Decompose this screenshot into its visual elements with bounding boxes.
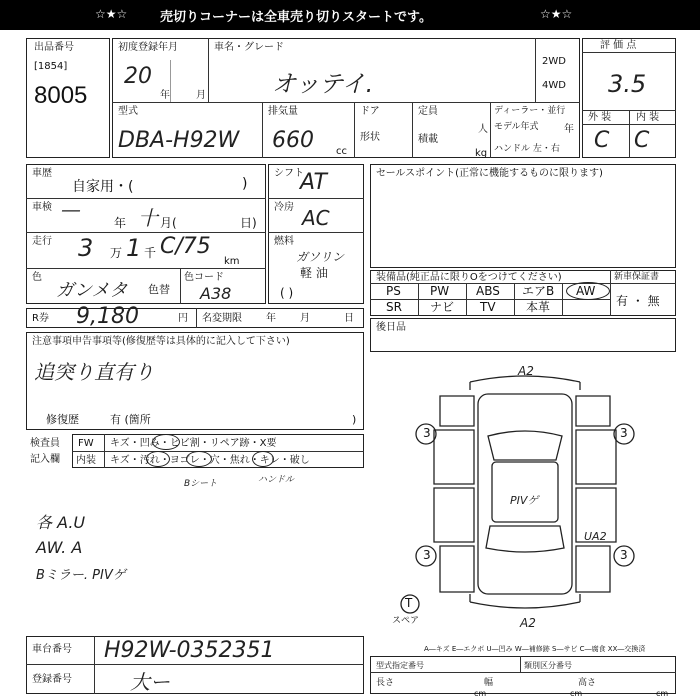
mileage-label: 走行 [32,236,52,247]
size-height-cm: cm [656,689,669,698]
banner [0,0,700,30]
warranty-value: 有 ・ 無 [616,294,660,308]
km-unit: km [224,256,240,267]
notes-value: 追突り直有り [34,360,154,384]
model-label: 型式 [118,106,138,117]
dealer-label: ディーラー・並行 [494,106,566,116]
diagram-mark-a2-front: A2 [518,364,534,378]
mileage-sen: 1 [126,234,142,262]
remark-2: AW. A [36,538,83,557]
name-label: 車名・グレード [214,42,284,53]
repair-label: 修復歴 [46,413,79,426]
aftermarket-label: 後日品 [376,322,406,333]
name-change-day: 日 [344,313,354,324]
exterior-label: 外 装 [588,112,612,123]
recycle-label: R券 [32,313,49,324]
fuel-paren: ( ) [280,286,294,300]
banner-stars-left: ☆★☆ [95,7,128,21]
circle-mark [146,451,170,467]
legend2-label: 型式指定番号 [376,661,424,670]
seat-note: Bシート [184,479,218,489]
interior-label: 内 装 [636,112,660,123]
equip-leather: 本革 [526,300,551,314]
interior-grade: C [634,128,650,153]
equip-ps: PS [386,284,401,298]
equip-navi: ナビ [430,300,455,314]
displacement-label: 排気量 [268,106,298,117]
chassis-label: 車台番号 [32,644,72,655]
inspection-day-suffix: 日) [240,216,257,230]
capacity-label: 定員 [418,106,438,117]
spare-mark: T [405,596,413,610]
circle-mark [152,434,180,450]
mileage-sen-unit: 千 [144,246,157,260]
repair-close: ) [352,413,357,426]
size-height: 高さ [578,678,597,688]
color-value: ガンメタ [56,280,128,301]
diagram-mark-a2-rear: A2 [520,616,536,630]
entry-label: 記入欄 [30,454,60,465]
equip-sr: SR [386,300,402,314]
equipment-label: 装備品(純正品に限りOをつけてください) [376,272,562,283]
diagram-mark-3-rr: 3 [620,548,628,562]
equip-abs: ABS [476,284,500,298]
reg-value: 大ー [130,670,170,694]
legend: A―キズ E―エクボ U―凹み W―補修跡 S―サビ C―腐食 XX―交換済 [424,645,646,653]
load-label: 積載 [418,134,438,145]
size-width-cm: cm [570,689,583,698]
circle-mark [186,451,212,467]
month-suffix: 月 [196,90,206,101]
year-suffix: 年 [160,90,170,101]
history-close: ) [242,176,248,192]
repair-value: 有 (箇所 [110,413,151,426]
inspection-month: 十 [138,206,158,230]
color-code-label: 色コード [184,272,224,283]
banner-text: 売切りコーナーは全車売り切りスタートです。 [160,10,432,25]
mileage-man: 3 [78,234,94,262]
displacement-value: 660 [272,128,314,153]
mileage-man-unit: 万 [110,246,123,260]
name-change-month: 月 [300,313,310,324]
history-label: 車歴 [32,168,52,179]
model-year-unit: 年 [564,124,574,135]
first-reg-year: 20 [124,64,152,89]
lot-number: 8005 [34,82,88,109]
twowd-label: 2WD [542,56,566,67]
model-year-label: モデル年式 [494,122,539,132]
sales-point-label: セールスポイント(正常に機能するものに限ります) [376,168,603,179]
equip-aw: AW [576,284,596,298]
size-length-cm: cm [474,689,487,698]
door-label: ドア [360,106,380,117]
equip-airbag: エアB [522,284,555,298]
shift-label: シフト [274,168,304,179]
shape-label: 形状 [360,132,380,143]
fuel-label: 燃料 [274,236,294,247]
recycle-unit: 円 [178,313,188,324]
checker-label: 検査員 [30,438,60,449]
shift-value: AT [300,170,327,195]
name-change-year: 年 [266,313,276,324]
color-code-value: A38 [200,284,232,303]
lot-label: 出品番号 [34,42,74,53]
size-length: 長さ [376,678,395,688]
model-value: DBA-H92W [118,128,240,153]
legend2-b: 類別区分番号 [524,661,572,670]
mileage-rest: C/75 [160,234,211,259]
lot-sub: [1854] [34,61,68,72]
grade-label: 評 価 点 [600,40,637,51]
diagram-mark-pivot: PIVゲ [510,494,539,507]
inspection-label: 車検 [32,202,52,213]
fw-label: FW [78,438,94,449]
color-change-label: 色替 [148,283,170,296]
first-reg-label: 初度登録年月 [118,42,178,53]
exterior-grade: C [594,128,610,153]
inspection-value: ― [62,200,80,221]
inspection-month-suffix: 月( [160,216,177,230]
capacity-unit: 人 [478,124,488,135]
diagram-mark-3-fr: 3 [620,426,628,440]
reg-label: 登録番号 [32,674,72,685]
equip-pw: PW [430,284,450,298]
remark-1: 各 A.U [36,513,86,532]
chassis-value: H92W-0352351 [104,638,275,663]
size-width: 幅 [484,678,494,688]
diagram-mark-3-rl: 3 [423,548,431,562]
circle-mark [566,282,610,300]
color-label: 色 [32,272,42,283]
load-unit: kg [475,148,488,159]
inspection-year-suffix: 年 [114,216,127,230]
aftermarket-box [370,318,676,352]
grade-value: 3.5 [608,70,647,98]
handle-label: ハンドル 左・右 [494,144,560,154]
fourwd-label: 4WD [542,80,566,91]
handle-note: ハンドル [258,475,295,485]
interior-check-label: 内装 [76,455,96,466]
interior-items: キズ・汚れ・ヨゴレ・穴・焦れ・キレ・破し [110,455,310,466]
equip-tv: TV [480,300,496,314]
sales-point-box [370,164,676,268]
diagram-mark-3-fl: 3 [423,426,431,440]
recycle-value: 9,180 [76,304,139,329]
remark-3: Bミラー. PIVゲ [36,568,126,583]
fuel-light: 軽 油 [300,266,328,280]
ac-label: 冷房 [274,202,294,213]
diagram-mark-ua2: UA2 [584,530,607,543]
fuel-value: ガソリン [296,250,345,264]
spare-label: スペア [392,616,420,626]
fw-items: キズ・凹み・ヒビ割・リペア跡・X要 [110,438,277,449]
ac-value: AC [302,206,330,230]
car-name: オッテイ. [272,70,374,98]
history-value: 自家用・( [72,179,134,195]
new-car-label: 新車保証書 [614,272,660,282]
cc-unit: cc [336,146,347,157]
name-change-label: 名変期限 [202,313,242,324]
banner-stars-right: ☆★☆ [540,7,573,21]
circle-mark [252,451,274,467]
notes-label: 注意事項申告事項等(修復歴等は具体的に記入して下さい) [32,336,290,347]
